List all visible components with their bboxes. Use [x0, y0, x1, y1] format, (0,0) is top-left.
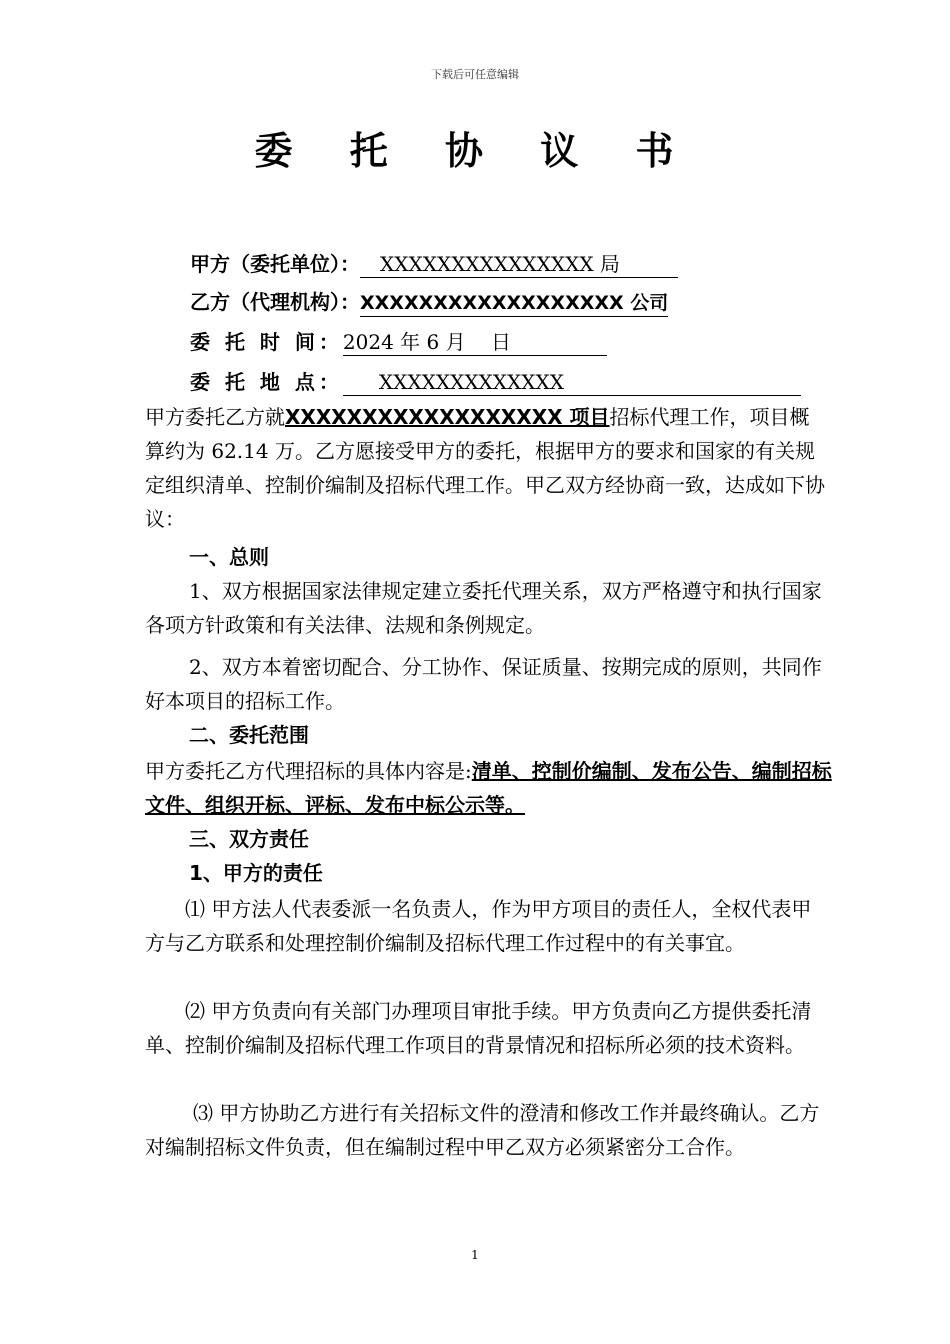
intro-paragraph	[145, 400, 825, 536]
section-2-paragraph	[145, 754, 835, 822]
section-3-item-2: ⑵ 甲方负责向有关部门办理项目审批手续。甲方负责向乙方提供委托清单、控制价编制及招标代理工作项目的背景情况和招标所必须的技术资料。	[145, 999, 812, 1057]
party-a-label: 甲方（委托单位）：	[190, 252, 360, 276]
page-number: 1	[471, 1248, 479, 1262]
section-1-item-1: 1、双方根据国家法律规定建立委托代理关系，双方严格遵守和执行国家各项方针政策和有关法律、法规和条例规定。	[145, 579, 822, 637]
party-b-row	[190, 288, 668, 317]
intro-text-a: 甲方委托乙方就	[145, 405, 285, 429]
section-2-scope: 清单、控制价编制、发布公告、编制招标文件、组织开标、评标、发布中标公示等。	[145, 759, 832, 817]
party-b-value: XXXXXXXXXXXXXXXXXX 公司	[360, 290, 668, 317]
document-title: 委 托 协 议 书	[254, 129, 696, 173]
place-value: XXXXXXXXXXXXX	[343, 369, 801, 396]
section-2-text: 甲方委托乙方代理招标的具体内容是:	[145, 759, 472, 783]
party-a-value: XXXXXXXXXXXXXXX 局	[360, 251, 678, 278]
section-3-heading: 三、双方责任	[189, 827, 309, 851]
header-note: 下载后可任意编辑	[431, 68, 519, 81]
intro-project: XXXXXXXXXXXXXXXXXX 项目	[285, 405, 610, 429]
time-value: 2024 年 6 月 日	[343, 329, 607, 356]
section-1-heading: 一、总则	[189, 545, 269, 569]
time-row	[190, 328, 607, 356]
place-label: 委 托 地 点：	[190, 370, 343, 394]
section-3-subheading: 1、甲方的责任	[189, 861, 323, 885]
section-3-item-3: ⑶ 甲方协助乙方进行有关招标文件的澄清和修改工作并最终确认。乙方对编制招标文件负责，但在编制过程中甲乙双方必须紧密分工合作。	[145, 1101, 820, 1159]
party-a-row	[190, 250, 678, 278]
time-label: 委 托 时 间：	[190, 330, 343, 354]
intro-text-b: 招标代理工作，项目概算约为 62.14 万。乙方愿接受甲方的委托，根据甲方的要求和国家的有关规定组织清单、控制价编制及招标代理工作。甲乙双方经协商一致，达成如下协议：	[145, 405, 825, 531]
section-2-heading: 二、委托范围	[189, 723, 309, 747]
place-row	[190, 368, 801, 396]
section-1-item-2: 2、双方本着密切配合、分工协作、保证质量、按期完成的原则，共同作好本项目的招标工作。	[145, 655, 822, 713]
section-3-item-1: ⑴ 甲方法人代表委派一名负责人，作为甲方项目的责任人，全权代表甲方与乙方联系和处理控制价编制及招标代理工作过程中的有关事宜。	[145, 897, 812, 955]
party-b-label: 乙方（代理机构）：	[190, 290, 360, 314]
